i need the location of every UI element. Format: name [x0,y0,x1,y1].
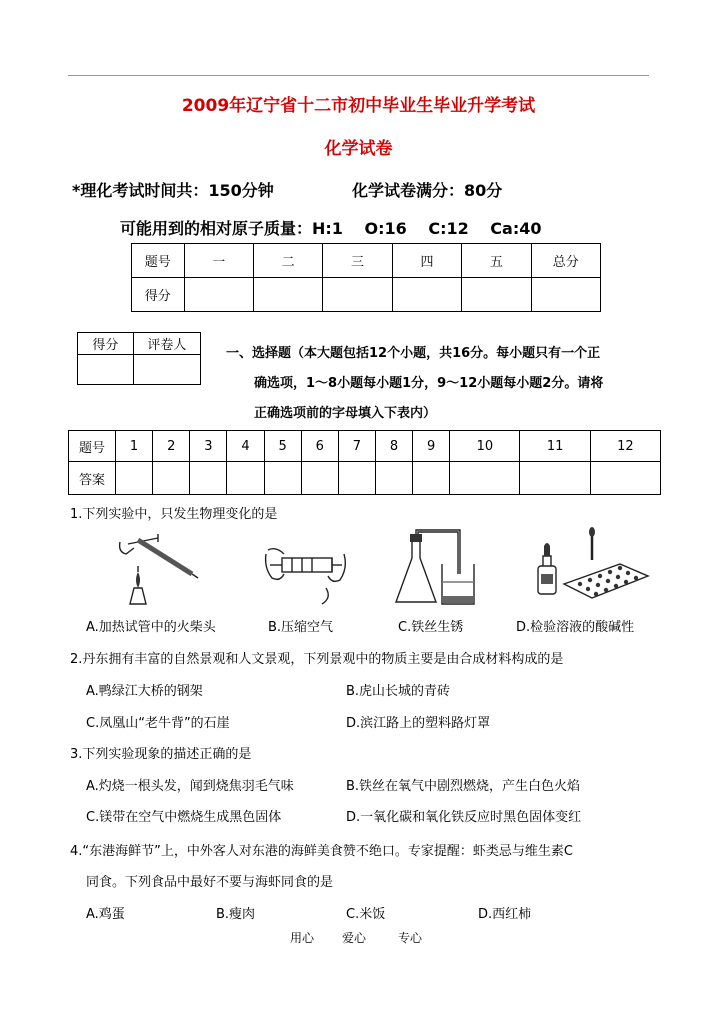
score-cell[interactable] [531,278,600,312]
score-header-label: 题号 [132,244,185,278]
grader-score-cell[interactable] [78,355,134,385]
answer-header-label: 题号 [69,431,116,462]
exam-subtitle: 化学试卷 [324,139,393,159]
score-cell[interactable] [392,278,461,312]
exam-title: 2009年辽宁省十二市初中毕业生毕业升学考试 [181,96,536,116]
answer-number: 2 [153,431,190,462]
acid-base-test-illustration [524,526,650,610]
answer-number: 6 [301,431,338,462]
answer-cell[interactable] [153,462,190,495]
answer-cell[interactable] [338,462,375,495]
score-cell[interactable] [323,278,392,312]
q2-option-b[interactable]: B.虎山长城的青砖 [346,684,451,699]
score-header-5: 五 [462,244,531,278]
answer-row-label: 答案 [69,462,116,495]
q2-option-a[interactable]: A.鸭绿江大桥的钢架 [86,684,203,699]
q3-option-c[interactable]: C.镁带在空气中燃烧生成黑色固体 [86,810,282,825]
section1-line1: 一、选择题（本大题包括12个小题，共16分。每小题只有一个正 [226,346,601,361]
answer-cell[interactable] [413,462,450,495]
answer-cell[interactable] [301,462,338,495]
score-header-total: 总分 [531,244,600,278]
answer-cell[interactable] [520,462,590,495]
q4-stem-line1: 4.“东港海鲜节”上，中外客人对东港的海鲜美食赞不绝口。专家提醒：虾类忌与维生素C [70,844,573,859]
q1-stem: 1.下列实验中，只发生物理变化的是 [70,507,278,522]
answer-number: 7 [338,431,375,462]
answer-cell[interactable] [227,462,264,495]
q2-option-d[interactable]: D.滨江路上的塑料路灯罩 [346,716,491,731]
score-cell[interactable] [184,278,253,312]
score-header-4: 四 [392,244,461,278]
q2-option-c[interactable]: C.凤凰山“老牛背”的石崖 [86,716,230,731]
test-tube-heating-illustration [108,524,204,608]
answer-cell[interactable] [375,462,412,495]
time-info: *理化考试时间共：150分钟 [72,181,274,200]
score-header-2: 二 [253,244,322,278]
score-cell[interactable] [253,278,322,312]
answer-number: 4 [227,431,264,462]
score-header-3: 三 [323,244,392,278]
q2-stem: 2.丹东拥有丰富的自然景观和人文景观，下列景观中的物质主要是由合成材料构成的是 [70,652,564,667]
answer-cell[interactable] [116,462,153,495]
q3-stem: 3.下列实验现象的描述正确的是 [70,747,252,762]
grader-score-label: 得分 [78,333,134,355]
compress-air-illustration [262,528,348,608]
atomic-mass-info: 可能用到的相对原子质量：H:1 O:16 C:12 Ca:40 [120,219,542,238]
score-info: 化学试卷满分：80分 [352,181,503,200]
q1-option-b[interactable]: B.压缩空气 [268,620,334,635]
answer-cell[interactable] [450,462,520,495]
grader-table [77,332,201,385]
footer-word-1: 用心 [290,931,315,945]
answer-number: 5 [264,431,301,462]
answer-cell[interactable] [264,462,301,495]
answer-table [68,430,661,495]
iron-rust-illustration [390,528,480,610]
score-table [131,243,601,312]
score-row-label: 得分 [132,278,185,312]
footer-word-3: 专心 [398,931,423,945]
q4-stem-line2: 同食。下列食品中最好不要与海虾同食的是 [86,875,334,890]
grader-reviewer-label: 评卷人 [133,333,200,355]
score-cell[interactable] [462,278,531,312]
q4-option-d[interactable]: D.西红柿 [478,907,532,922]
answer-number: 3 [190,431,227,462]
q1-option-c[interactable]: C.铁丝生锈 [398,620,464,635]
answer-number: 9 [413,431,450,462]
answer-cell[interactable] [190,462,227,495]
section1-line2: 确选项，1～8小题每小题1分，9～12小题每小题2分。请将 [254,376,604,391]
footer-word-2: 爱心 [342,931,367,945]
q4-option-a[interactable]: A.鸡蛋 [86,907,125,922]
q4-option-c[interactable]: C.米饭 [346,907,386,922]
answer-number: 12 [590,431,660,462]
answer-number: 10 [450,431,520,462]
top-rule [68,75,649,76]
q1-option-d[interactable]: D.检验溶液的酸碱性 [516,620,635,635]
q1-option-a[interactable]: A.加热试管中的火柴头 [86,620,216,635]
answer-number: 8 [375,431,412,462]
score-header-1: 一 [184,244,253,278]
q3-option-b[interactable]: B.铁丝在氧气中剧烈燃烧，产生白色火焰 [346,779,581,794]
section1-line3: 正确选项前的字母填入下表内） [254,406,437,421]
answer-cell[interactable] [590,462,660,495]
answer-number: 1 [116,431,153,462]
answer-number: 11 [520,431,590,462]
q3-option-d[interactable]: D.一氧化碳和氧化铁反应时黑色固体变红 [346,810,582,825]
grader-reviewer-cell[interactable] [133,355,200,385]
q3-option-a[interactable]: A.灼烧一根头发，闻到烧焦羽毛气味 [86,779,294,794]
q4-option-b[interactable]: B.瘦肉 [216,907,256,922]
